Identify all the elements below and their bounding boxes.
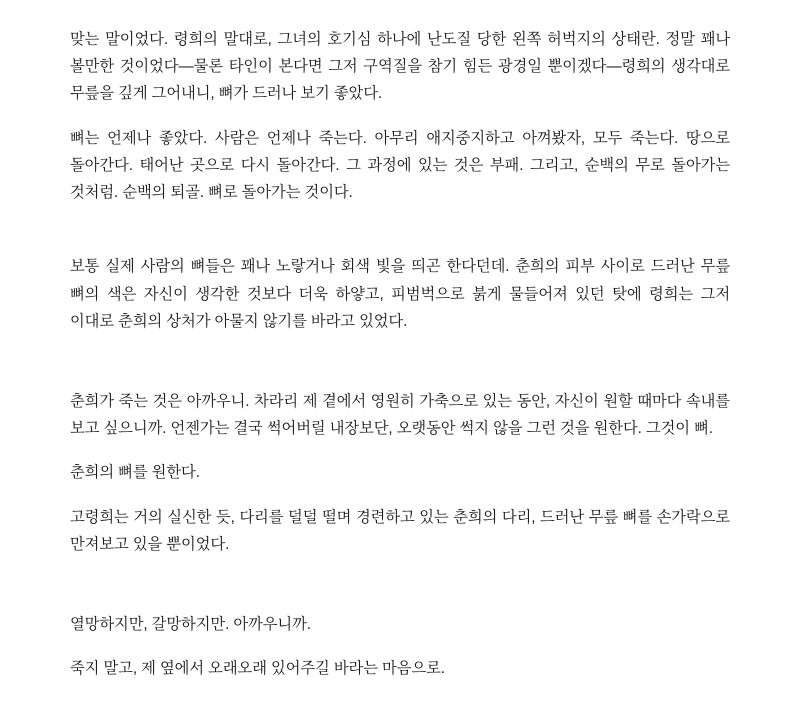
body-paragraph: 맞는 말이었다. 령희의 말대로, 그녀의 호기심 하나에 난도질 당한 왼쪽 허벅지의 상태란. 정말 꽤나 볼만한 것이었다—물론 타인이 본다면 그저 구역질을 참기 힘든 광경일 뿐이겠다—령희의 생각대로 무릎을 깊게 그어내니, 뼈가 드러나 보기 좋았다. bbox=[70, 31, 730, 103]
body-paragraph: 죽지 말고, 제 옆에서 오래오래 있어주길 바라는 마음으로. bbox=[70, 660, 445, 678]
body-paragraph: 열망하지만, 갈망하지만. 아까우니까. bbox=[70, 616, 311, 634]
paragraph-spacer bbox=[70, 575, 730, 611]
body-paragraph: 뼈는 언제나 좋았다. 사람은 언제나 죽는다. 아무리 애지중지하고 아껴봤자, 모두 죽는다. 땅으로 돌아간다. 태어난 곳으로 다시 돌아간다. 그 과정에 있는 것은 부패. 그리고, 순백의 무로 돌아가는 것처럼. 순백의 퇴골. 뼈로 돌아가는 것이다. bbox=[70, 129, 730, 202]
paragraph-spacer bbox=[70, 352, 730, 388]
body-paragraph: 보통 실제 사람의 뼈들은 꽤나 노랗거나 회색 빛을 띄곤 한다던데. 춘희의 피부 사이로 드러난 무릎 뼈의 색은 자신이 생각한 것보다 더욱 하얗고, 피범벅으로 붉게 물들어져 있던 탓에 령희는 그저 이대로 춘희의 상처가 아물지 않기를 바라고 있었다. bbox=[70, 258, 730, 330]
body-paragraph: 춘희의 뼈를 원한다. bbox=[70, 464, 200, 482]
body-paragraph: 춘희가 죽는 것은 아까우니. 차라리 제 곁에서 영원히 가축으로 있는 동안, 자신이 원할 때마다 속내를 보고 싶으니까. 언젠가는 결국 썩어버릴 내장보단, 오랫동안 썩지 않을 그런 것을 원한다. 그것이 뼈. bbox=[70, 392, 730, 438]
paragraph-spacer bbox=[70, 223, 730, 253]
body-paragraph: 고령희는 거의 실신한 듯, 다리를 덜덜 떨며 경련하고 있는 춘희의 다리, 드러난 무릎 뼈를 손가락으로 만져보고 있을 뿐이었다. bbox=[70, 508, 730, 553]
